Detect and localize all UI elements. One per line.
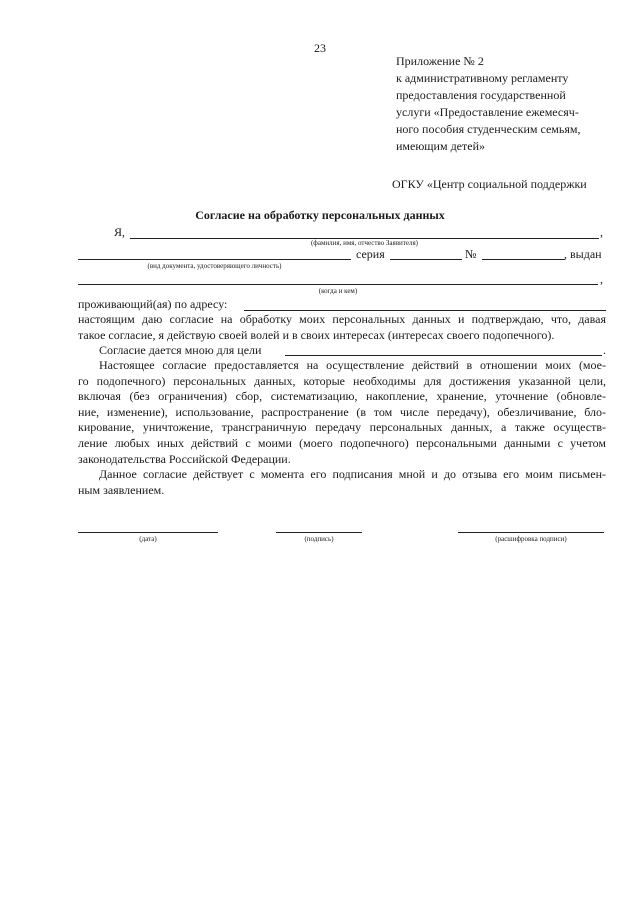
text-line: ным заявлением. [78, 482, 165, 497]
appendix-line: предоставления государственной [396, 88, 566, 102]
text-line: включая (без ограничения) сбор, систематизацию, накопление, хранение, уточнение (обновле- [78, 389, 606, 404]
document-title: Согласие на обработку персональных данных [195, 208, 445, 222]
series-field-line[interactable] [390, 259, 462, 260]
text-line: Настоящее согласие предоставляется на осуществление действий в отношении моих (мое- [99, 358, 606, 372]
fio-caption: (фамилия, имя, отчество Заявителя) [310, 239, 419, 247]
text-line: законодательства Российской Федерации. [78, 451, 291, 466]
signature-field-line[interactable] [276, 532, 362, 533]
consent-paragraph-2 [78, 358, 606, 467]
appendix-line: услуги «Предоставление ежемесяч- [396, 105, 579, 119]
date-caption: (дата) [139, 535, 157, 543]
signature-caption: (подпись) [304, 535, 334, 543]
text-line: настоящим даю согласие на обработку моих персональных данных и подтверждаю, что, давая [78, 312, 606, 326]
purpose-label: Согласие дается мною для цели [99, 343, 262, 357]
text-line: ние, изменение), использование, распространение (в том числе передачу), обезличивание, бло- [78, 404, 606, 419]
addressee: ОГКУ «Центр социальной поддержки [392, 177, 587, 191]
issued-by-caption: (когда и кем) [318, 287, 358, 295]
address-field-line[interactable] [244, 310, 606, 311]
number-label: № [465, 247, 477, 261]
fio-comma: , [600, 225, 603, 239]
appendix-line: имеющим детей» [396, 139, 485, 153]
appendix-line: ного пособия студенческим семьям, [396, 122, 581, 136]
purpose-field-line[interactable] [285, 355, 602, 356]
document-type-caption: (вид документа, удостоверяющего личность) [147, 262, 282, 270]
consent-paragraph-1 [78, 312, 606, 343]
text-line: такое согласие, я действую своей волей и в своих интересах (интересах своего подопечного). [78, 327, 555, 342]
issued-label: , выдан [564, 247, 602, 261]
ya-label: Я, [114, 225, 126, 239]
issued-by-field-line[interactable] [78, 284, 598, 285]
signature-decode-caption: (расшифровка подписи) [495, 535, 567, 543]
appendix-line: Приложение № 2 [396, 54, 484, 68]
issued-by-comma: , [600, 272, 603, 286]
series-label: серия [356, 247, 385, 261]
text-line: го подопечного) персональных данных, которые необходимы для достижения указанной цели, [78, 373, 606, 388]
address-label: проживающий(ая) по адресу: [78, 297, 228, 311]
signature-decode-field-line[interactable] [458, 532, 604, 533]
appendix-block [396, 53, 626, 155]
text-line: ление любых иных действий с моими (моего подопечного) персональными данными с учетом [78, 435, 606, 450]
appendix-line: к административному регламенту [396, 71, 569, 85]
page-number: 23 [314, 41, 326, 55]
date-field-line[interactable] [78, 532, 218, 533]
document-type-line[interactable] [78, 259, 351, 260]
number-field-line[interactable] [482, 259, 565, 260]
purpose-end: . [603, 343, 606, 357]
text-line: кирование, уничтожение, трансграничную передачу персональных данных, а также осуществ- [78, 420, 606, 435]
text-line: Данное согласие действует с момента его подписания мной и до отзыва его моим письмен- [99, 467, 606, 481]
consent-paragraph-3 [78, 467, 606, 498]
